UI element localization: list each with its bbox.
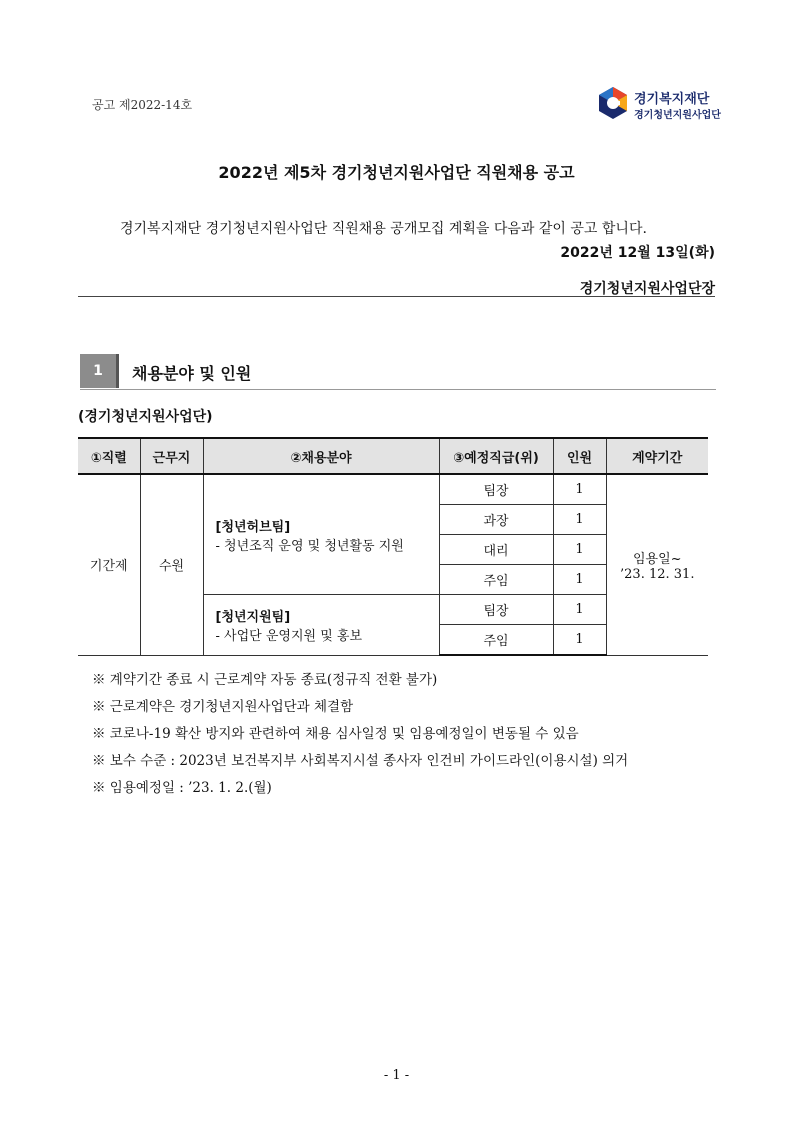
- logo-name: 경기복지재단: [634, 92, 710, 107]
- org-label: (경기청년지원사업단): [78, 409, 213, 425]
- note-item: ※ 임용예정일 : ’23. 1. 2.(월): [92, 780, 272, 796]
- logo-subname: 경기청년지원사업단: [634, 110, 721, 121]
- field-team-name: [청년허브팀]: [215, 519, 291, 535]
- count-cell: 1: [553, 565, 606, 595]
- job-type-cell: 기간제: [78, 474, 140, 655]
- count-cell: 1: [553, 535, 606, 565]
- foundation-logo: [596, 86, 726, 122]
- count-cell: 1: [553, 625, 606, 656]
- header-count: 인원: [553, 438, 606, 474]
- count-cell: 1: [553, 474, 606, 505]
- field-team-desc: - 사업단 운영지원 및 홍보: [215, 628, 363, 644]
- rank-cell: 팀장: [439, 474, 553, 505]
- header-field: ②채용분야: [203, 438, 439, 474]
- field-cell-youth-hub: [203, 474, 439, 595]
- header-contract-period: 계약기간: [606, 438, 708, 474]
- recruitment-table: [78, 437, 708, 656]
- contract-period-end: ’23. 12. 31.: [620, 566, 695, 582]
- field-team-name: [청년지원팀]: [215, 609, 291, 625]
- notes-list: [92, 668, 628, 803]
- rank-cell: 주임: [439, 565, 553, 595]
- header-location: 근무지: [140, 438, 203, 474]
- page-title: 2022년 제5차 경기청년지원사업단 직원채용 공고: [218, 163, 575, 182]
- rank-cell: 팀장: [439, 595, 553, 625]
- section-divider: [80, 389, 716, 390]
- header-rank: ③예정직급(위): [439, 438, 553, 474]
- section-title: 채용분야 및 인원: [132, 364, 252, 383]
- rank-cell: 주임: [439, 625, 553, 656]
- intro-text: 경기복지재단 경기청년지원사업단 직원채용 공개모집 계획을 다음과 같이 공고 합니다.: [120, 221, 647, 237]
- contract-period-cell: [606, 474, 708, 655]
- field-cell-youth-support: [203, 595, 439, 656]
- table-header-row: [78, 438, 708, 474]
- signer: 경기청년지원사업단장: [579, 281, 715, 297]
- note-item: ※ 보수 수준 : 2023년 보건복지부 사회복지시설 종사자 인건비 가이드라인(이용시설) 의거: [92, 753, 629, 769]
- note-item: ※ 계약기간 종료 시 근로계약 자동 종료(정규직 전환 불가): [92, 672, 438, 688]
- table-row: [78, 474, 708, 505]
- rank-cell: 과장: [439, 505, 553, 535]
- note-item: ※ 코로나-19 확산 방지와 관련하여 채용 심사일정 및 임용예정일이 변동될 수 있음: [92, 726, 579, 742]
- announcement-date: 2022년 12월 13일(화): [560, 245, 715, 261]
- location-cell: 수원: [140, 474, 203, 655]
- contract-period-start: 임용일~: [632, 551, 682, 567]
- count-cell: 1: [553, 595, 606, 625]
- header-job-type: ①직렬: [78, 438, 140, 474]
- rank-cell: 대리: [439, 535, 553, 565]
- page-number: - 1 -: [383, 1068, 410, 1083]
- section-number: 1: [93, 363, 103, 379]
- note-item: ※ 근로계약은 경기청년지원사업단과 체결함: [92, 699, 354, 715]
- count-cell: 1: [553, 505, 606, 535]
- header-divider: [78, 296, 715, 297]
- foundation-logo-icon: [596, 86, 630, 120]
- notice-number: 공고 제2022-14호: [92, 98, 193, 112]
- field-team-desc: - 청년조직 운영 및 청년활동 지원: [215, 538, 404, 554]
